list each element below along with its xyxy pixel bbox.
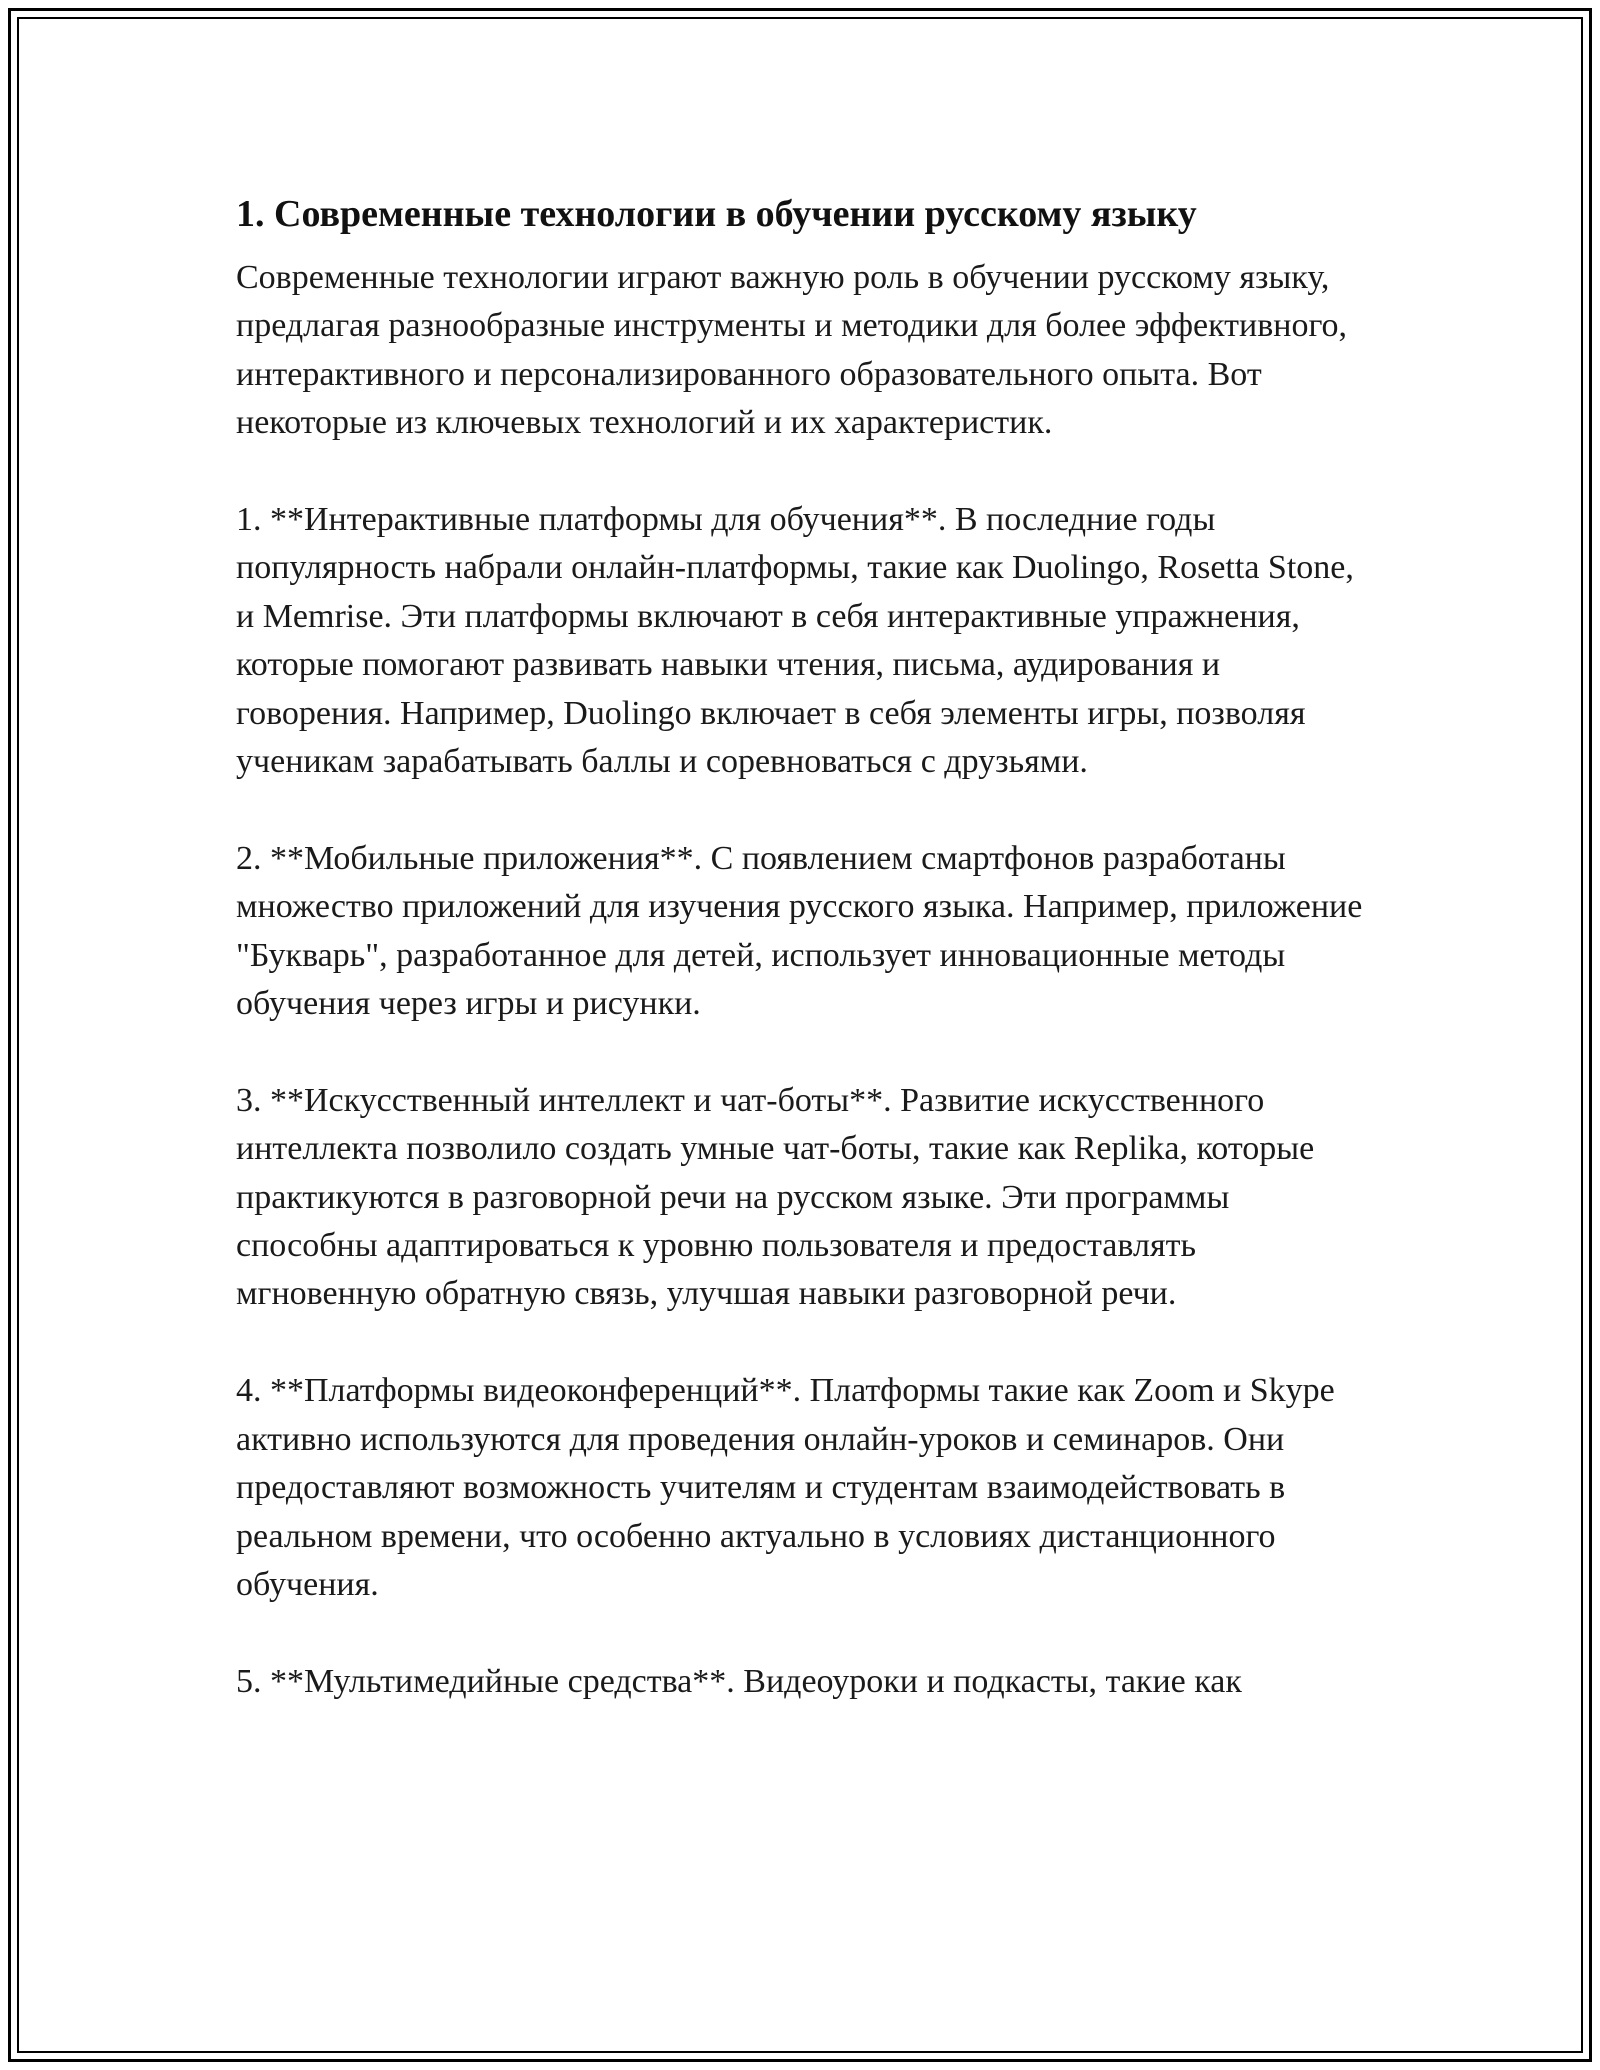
paragraph-ai-chatbots: 3. **Искусственный интеллект и чат-боты**. Развитие искусственного интеллекта позволило создать умные чат-боты, такие как Replika, которые практикуются в разговорной речи на русском языке. Эти программы способны адаптироваться к уровню пользователя и предоставлять мгновенную обратную связь, улучшая навыки разговорной речи. bbox=[236, 1081, 1315, 1313]
paragraph-interactive-platforms: 1. **Интерактивные платформы для обучения**. В последние годы популярность набрали онлайн-платформы, такие как Duolingo, Rosetta Stone, и Memrise. Эти платформы включают в себя интерактивные упражнения, которые помогают развивать навыки чтения, письма, аудирования и говорения. Например, Duolingo включает в себя элементы игры, позволяя ученикам зарабатывать баллы и соревноваться с друзьями. bbox=[236, 501, 1354, 781]
paragraph-mobile-apps: 2. **Мобильные приложения**. С появлением смартфонов разработаны множество приложений для изучения русского языка. Например, приложение "Букварь", разработанное для детей, использует инновационные методы обучения через игры и рисунки. bbox=[236, 839, 1363, 1023]
intro-paragraph: Современные технологии играют важную роль в обучении русскому языку, предлагая разнообразные инструменты и методики для более эффективного, интерактивного и персонализированного образовательного опыта. Вот некоторые из ключевых технологий и их характеристик. bbox=[236, 259, 1348, 442]
section-title: 1. Современные технологии в обучении русскому языку bbox=[236, 193, 1197, 235]
document-body bbox=[236, 184, 1366, 1755]
paragraph-video-conferencing: 4. **Платформы видеоконференций**. Платформы такие как Zoom и Skype активно используются для проведения онлайн-уроков и семинаров. Они предоставляют возможность учителям и студентам взаимодействовать в реальном времени, что особенно актуально в условиях дистанционного обучения. bbox=[236, 1372, 1335, 1603]
paragraph-multimedia: 5. **Мультимедийные средства**. Видеоуроки и подкасты, такие как bbox=[236, 1662, 1242, 1700]
